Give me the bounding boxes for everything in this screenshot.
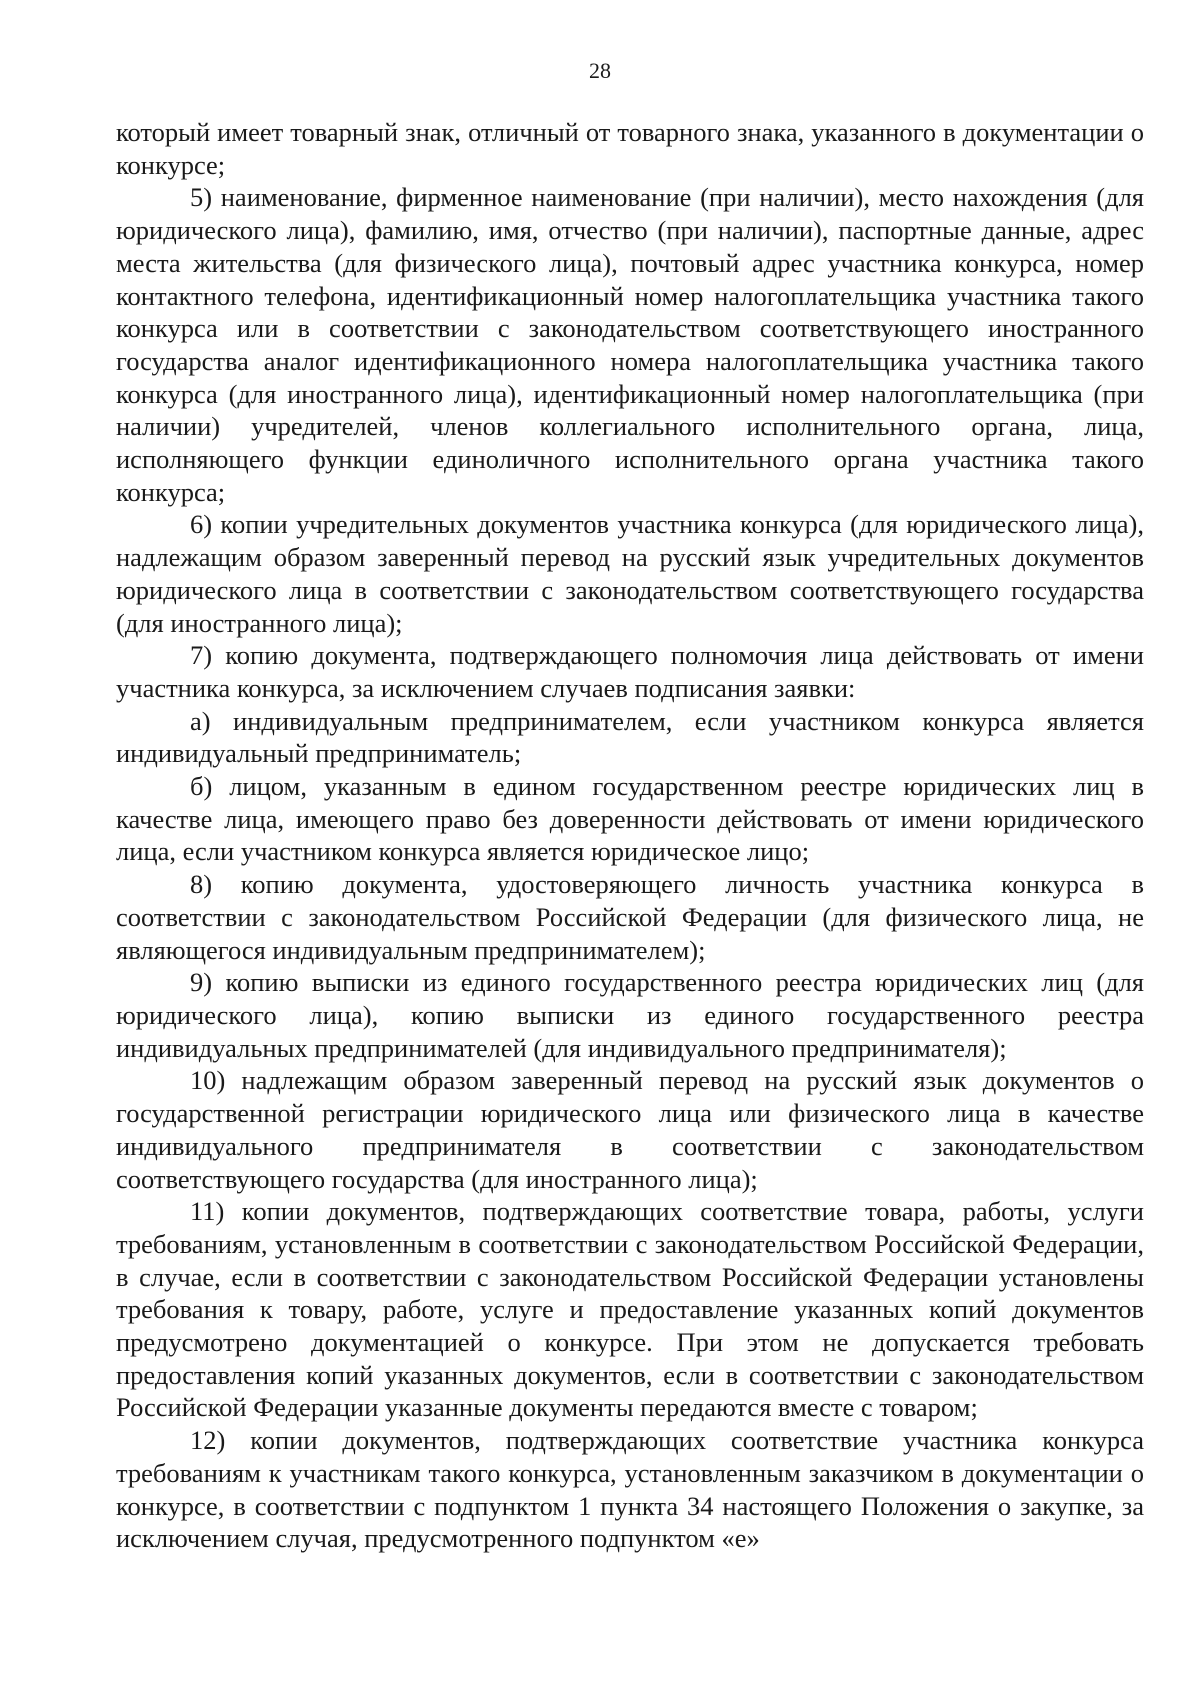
paragraph-item-12: 12) копии документов, подтверждающих соответствие участника конкурса требованиям к участникам такого конкурса, установленным заказчиком в документации о конкурсе, в соответствии с подпунктом 1 пункта 34 настоящего Положения о закупке, за исключением случая, предусмотренного подпунктом «е»	[116, 1425, 1144, 1554]
paragraph-item-9: 9) копию выписки из единого государственного реестра юридических лиц (для юридического лица), копию выписки из единого государственного реестра индивидуальных предпринимателей (для индивидуального предпринимателя);	[116, 967, 1144, 1063]
paragraph-subitem-a: а) индивидуальным предпринимателем, если участником конкурса является индивидуальный предприниматель;	[116, 705, 1144, 769]
paragraph-item-10: 10) надлежащим образом заверенный перевод на русский язык документов о государственной регистрации юридического лица или физического лица в качестве индивидуального предпринимателя в соответствии с законодательством соответствующего государства (для иностранного лица);	[116, 1065, 1144, 1194]
paragraph-subitem-b: б) лицом, указанным в едином государственном реестре юридических лиц в качестве лица, имеющего право без доверенности действовать от имени юридического лица, если участником конкурса является юридическое лицо;	[116, 771, 1144, 867]
paragraph-item-5: 5) наименование, фирменное наименование (при наличии), место нахождения (для юридического лица), фамилию, имя, отчество (при наличии), паспортные данные, адрес места жительства (для физического лица), почтовый адрес участника конкурса, номер контактного телефона, идентификационный номер налогоплательщика участника такого конкурса или в соответствии с законодательством соответствующего иностранного государства аналог идентификационного номера налогоплательщика участника такого конкурса (для иностранного лица), идентификационный номер налогоплательщика (при наличии) учредителей, членов коллегиального исполнительного органа, лица, исполняющего функции единоличного исполнительного органа участника такого конкурса;	[116, 182, 1144, 507]
paragraph-item-8: 8) копию документа, удостоверяющего личность участника конкурса в соответствии с законодательством Российской Федерации (для физического лица, не являющегося индивидуальным предпринимателем);	[116, 869, 1144, 965]
page-number: 28	[589, 58, 611, 83]
paragraph-continuation: который имеет товарный знак, отличный от товарного знака, указанного в документации о конкурсе;	[116, 117, 1144, 180]
document-body	[116, 116, 1144, 1555]
paragraph-item-6: 6) копии учредительных документов участника конкурса (для юридического лица), надлежащим образом заверенный перевод на русский язык учредительных документов юридического лица в соответствии с законодательством соответствующего государства (для иностранного лица);	[116, 509, 1144, 638]
paragraph-item-7: 7) копию документа, подтверждающего полномочия лица действовать от имени участника конкурса, за исключением случаев подписания заявки:	[116, 640, 1144, 703]
paragraph-item-11: 11) копии документов, подтверждающих соответствие товара, работы, услуги требованиям, установленным в соответствии с законодательством Российской Федерации, в случае, если в соответствии с законодательством Российской Федерации установлены требования к товару, работе, услуге и предоставление указанных копий документов предусмотрено документацией о конкурсе. При этом не допускается требовать предоставления копий указанных документов, если в соответствии с законодательством Российской Федерации указанные документы передаются вместе с товаром;	[116, 1196, 1144, 1423]
